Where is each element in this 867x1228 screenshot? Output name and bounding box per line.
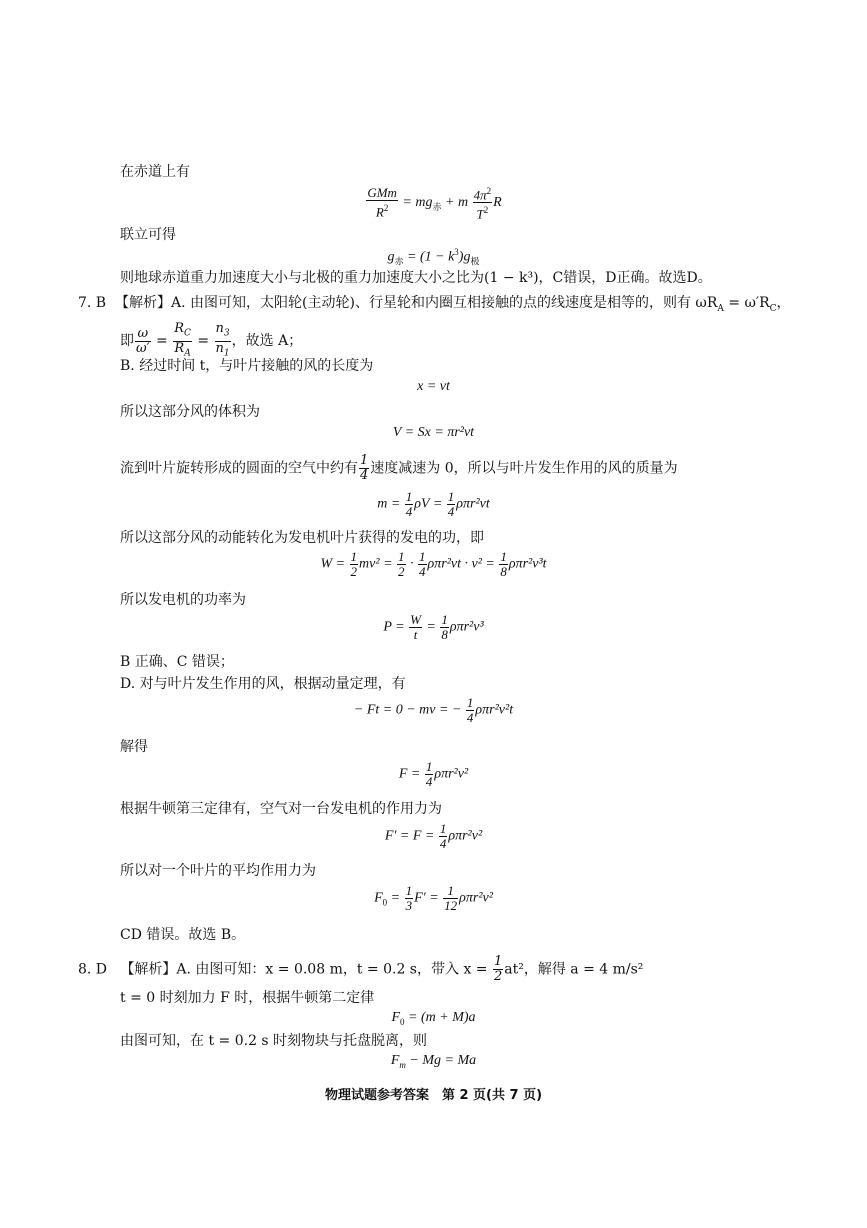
- text-line: t = 0 时刻加力 F 时，根据牛顿第二定律: [120, 990, 375, 1006]
- equation-momentum: − Ft = 0 − mv = − $\frac{1}{4}$ ρπr²v²t: [353, 695, 514, 725]
- text-line: B 正确、C 错误；: [120, 654, 234, 670]
- equation-gravity: $\frac{\text{GMm}}{R^2}$ = $mg_赤 + m$ $\frac{4\pi^2}{T^2}$ R: [367, 185, 502, 222]
- text-line: 所以发电机的功率为: [120, 592, 246, 608]
- equation-separation: $F_m - Mg = Ma$: [390, 1053, 477, 1070]
- question-8: 8. D 【解析】A. 由图可知：x = 0.08 m，t = 0.2 s，带入 x = $\frac{1}{2}$ at²，解得 a = 4 m/s²: [78, 954, 644, 984]
- equation-force: F = $\frac{1}{4}$ ρπr²v²: [398, 759, 469, 789]
- equation-newton2: $F_0 = (m + M)a$: [391, 1010, 476, 1027]
- equation-blade-force: $F_0$ = $\frac{1}{3}$ F′ = $\frac{1}{12}$ ρπr²v²: [374, 883, 493, 913]
- equation-reaction: F′ = F = $\frac{1}{4}$ ρπr²v²: [384, 821, 483, 851]
- text-line: CD 错误。故选 B。: [120, 927, 246, 943]
- equation-mass: m = $\frac{1}{4}$ ρV = $\frac{1}{4}$ ρπr²vt: [377, 489, 490, 519]
- text-line: B. 经过时间 t，与叶片接触的风的长度为: [120, 358, 374, 374]
- text-line: 即 $\frac{\omega}{\omega'}$ = $\frac{R_C}{R_A}$ = $\frac{n_3}{n_1}$ ，故选 A；: [120, 321, 303, 359]
- equation-volume: V = Sx = πr²vt: [392, 425, 475, 440]
- text-line: 联立可得: [120, 227, 176, 243]
- question-number: 7. B: [78, 295, 107, 311]
- page-footer: 物理试题参考答案 第 2 页(共 7 页): [324, 1088, 543, 1103]
- text-line: D. 对与叶片发生作用的风，根据动量定理，有: [120, 676, 406, 692]
- equation-power: P = $\frac{W}{t}$ = $\frac{1}{8}$ ρπr²v³: [383, 612, 484, 642]
- text-line: 流到叶片旋转形成的圆面的空气中约有 $\frac{1}{4}$ 速度减速为 0，所以与叶片发生作用的风的质量为: [120, 453, 678, 483]
- text-line: 则地球赤道重力加速度大小与北极的重力加速度大小之比为(1 − k³)，C错误，D正确。故选D。: [120, 270, 712, 286]
- text-line: 所以对一个叶片的平均作用力为: [120, 863, 316, 879]
- text-line: 所以这部分风的动能转化为发电机叶片获得的发电的功，即: [120, 530, 484, 546]
- text-line: 根据牛顿第三定律有，空气对一台发电机的作用力为: [120, 801, 442, 817]
- text-line: 解得: [120, 739, 148, 755]
- text-line: 所以这部分风的体积为: [120, 404, 260, 420]
- question-number: 8. D: [78, 961, 108, 978]
- equation-x: x = vt: [417, 379, 450, 394]
- text-line: 在赤道上有: [120, 164, 190, 180]
- text-line: 由图可知，在 t = 0.2 s 时刻物块与托盘脱离，则: [120, 1033, 428, 1049]
- question-7: 7. B 【解析】A. 由图可知，太阳轮(主动轮)、行星轮和内圈互相接触的点的线速度是相等的，则有 $\omega R_A = \omega'R_C$，: [78, 295, 791, 314]
- equation-work: W = $\frac{1}{2}$ mv² = $\frac{1}{2}$ · $\frac{1}{4}$ ρπr²vt · v² = $\frac{1}{8}$ ρπr²v³t: [320, 549, 547, 579]
- equation-g-equator: $g_赤 = (1 - k^3)g_极$: [387, 247, 480, 267]
